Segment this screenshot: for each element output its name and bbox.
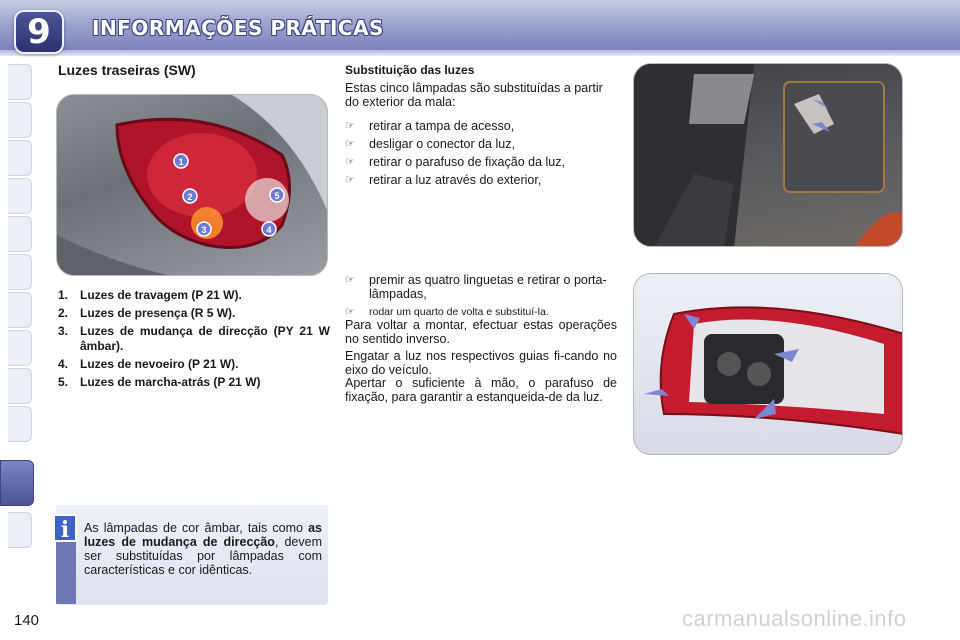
legend-text: Luzes de mudança de direcção (PY 21 W âmbar). (80, 324, 330, 353)
legend-item (58, 288, 330, 303)
side-tab[interactable] (8, 330, 32, 366)
hand-pointer-icon: ☞ (345, 120, 355, 132)
lamp-callout-label: 1 (178, 157, 184, 167)
lamp-callout-label: 4 (266, 225, 272, 235)
procedure-step-text: retirar a luz através do exterior, (369, 173, 542, 187)
header-shadow (0, 50, 960, 56)
bumper (57, 235, 177, 276)
chapter-number-badge: 9 (14, 10, 64, 54)
procedure-step (345, 155, 617, 169)
procedure-steps-1 (345, 119, 617, 191)
info-text-start: As lâmpadas de cor âmbar, tais como (84, 521, 309, 535)
legend-number: 4. (58, 357, 69, 371)
legend-number: 5. (58, 375, 69, 389)
bulb-legend-list (58, 288, 330, 393)
procedure-title: Substituição das luzes (345, 63, 475, 77)
lamp-callout-4 (262, 222, 276, 236)
legend-text: Luzes de presença (R 5 W). (80, 306, 236, 320)
procedure-step-text: retirar o parafuso de fixação da luz, (369, 155, 565, 169)
procedure-step-text: premir as quatro linguetas e retirar o porta-lâmpadas, (369, 273, 607, 301)
side-tab[interactable] (8, 140, 32, 176)
lamp-callout-label: 2 (187, 192, 193, 202)
lamp-callout-5 (270, 188, 284, 202)
side-tab[interactable] (8, 216, 32, 252)
side-tab[interactable] (8, 178, 32, 214)
procedure-step-text: rodar um quarto de volta e substituí-la. (369, 306, 549, 318)
alignment-paragraph: Engatar a luz nos respectivos guias fi-cando no eixo do veículo. (345, 349, 617, 377)
legend-item (58, 306, 330, 321)
hand-pointer-icon: ☞ (345, 138, 355, 150)
side-tab[interactable] (8, 254, 32, 290)
chapter-title: INFORMAÇÕES PRÁTICAS (92, 16, 384, 40)
info-text-bold: as luzes de mudança de direcção (84, 521, 322, 549)
procedure-step (345, 137, 617, 151)
side-tab[interactable] (8, 292, 32, 328)
rear-glass (689, 74, 754, 124)
legend-item (58, 375, 330, 390)
lamp-callout-2 (183, 189, 197, 203)
hand-pointer-icon: ☞ (345, 306, 355, 318)
lamp-edge (854, 212, 903, 247)
info-text-end: , devem ser substituídas por lâmpadas com características e cor idênticas. (84, 535, 322, 577)
legend-text: Luzes de marcha-atrás (P 21 W) (80, 375, 261, 389)
legend-number: 3. (58, 324, 69, 338)
side-tab[interactable] (8, 102, 32, 138)
hand-pointer-icon: ☞ (345, 156, 355, 168)
reassembly-paragraph: Para voltar a montar, efectuar estas operações no sentido inverso. (345, 318, 617, 346)
legend-number: 1. (58, 288, 69, 302)
lamp-callout-label: 3 (201, 225, 207, 235)
procedure-steps-2 (345, 273, 617, 323)
lamp-callout-1 (174, 154, 188, 168)
legend-item (58, 357, 330, 372)
boot-access-photo (633, 63, 903, 247)
procedure-step (345, 119, 617, 133)
legend-number: 2. (58, 306, 69, 320)
legend-item (58, 324, 330, 354)
procedure-step (345, 273, 617, 301)
lamp-removed-photo (633, 273, 903, 455)
side-tab[interactable] (8, 64, 32, 100)
access-panel (784, 82, 884, 192)
chapter-side-tabs (0, 64, 34, 574)
section-title: Luzes traseiras (SW) (58, 62, 196, 78)
boot-access-drawing (634, 64, 903, 247)
legend-text: Luzes de travagem (P 21 W). (80, 288, 242, 302)
side-tab[interactable] (8, 406, 32, 442)
procedure-intro: Estas cinco lâmpadas são substituídas a partir do exterior da mala: (345, 81, 603, 109)
procedure-step-text: retirar a tampa de acesso, (369, 119, 515, 133)
page-number: 140 (14, 612, 40, 629)
bulb-holder (704, 334, 784, 404)
procedure-step-text: desligar o conector da luz, (369, 137, 515, 151)
lamp-lens (147, 133, 257, 217)
rear-lamp-drawing (57, 95, 328, 276)
hand-pointer-icon: ☞ (345, 174, 355, 186)
hand-pointer-icon: ☞ (345, 274, 355, 286)
lamp-callout-label: 5 (274, 191, 280, 201)
side-tab-active[interactable] (0, 460, 34, 506)
watermark: carmanualsonline.info (682, 606, 907, 631)
tightening-paragraph: Apertar o suficiente à mão, o parafuso de fixação, para garantir a estanqueida-de da luz. (345, 376, 617, 404)
lamp-removed-drawing (634, 274, 903, 455)
bulb-socket (717, 352, 741, 376)
lamp-callout-3 (197, 222, 211, 236)
procedure-step (345, 305, 617, 319)
legend-text: Luzes de nevoeiro (P 21 W). (80, 357, 239, 371)
side-tab[interactable] (8, 512, 32, 548)
side-tab[interactable] (8, 368, 32, 404)
bulb-socket (747, 362, 771, 386)
info-text (84, 521, 322, 577)
info-icon: i (53, 514, 77, 542)
rear-lamp-illustration (56, 94, 328, 276)
procedure-step (345, 173, 617, 187)
